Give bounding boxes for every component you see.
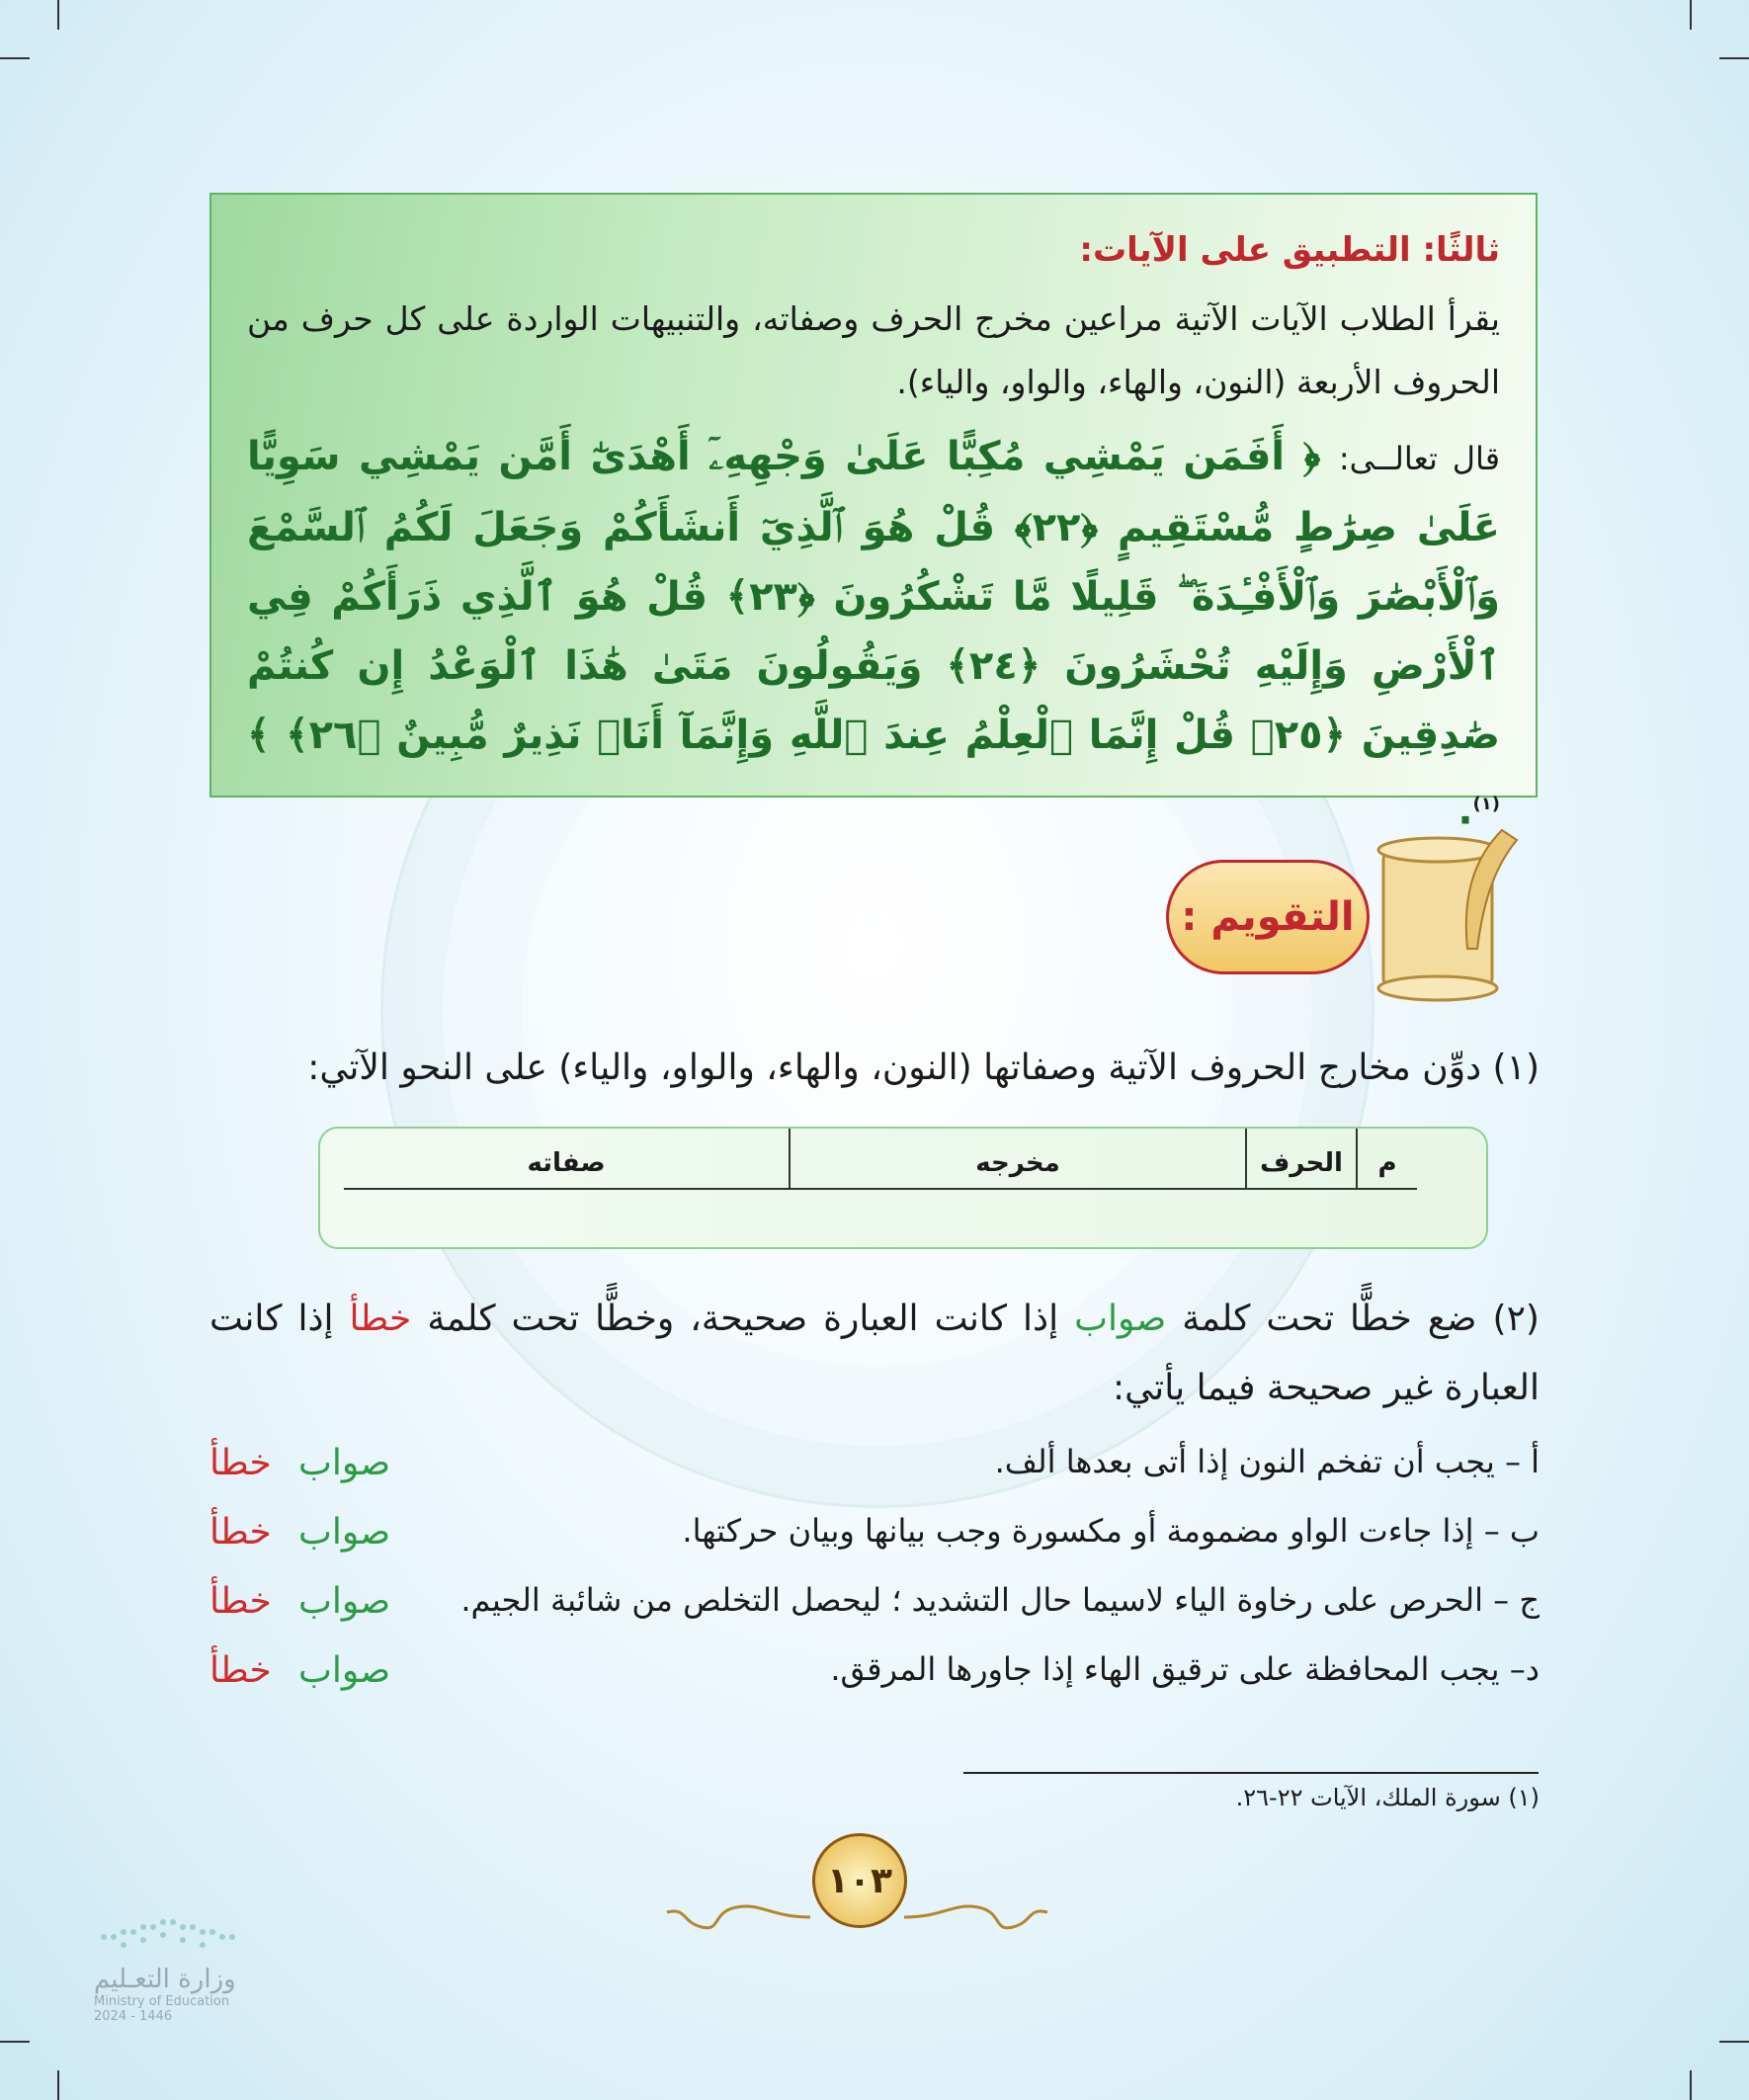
crop-mark [57, 0, 59, 30]
option-b [209, 1512, 1540, 1571]
section-title: ثالثًا: التطبيق على الآيات: [1079, 230, 1500, 270]
crop-mark [1690, 2070, 1692, 2100]
table-header: مخرجه [789, 1129, 1245, 1188]
ornament-swirl-icon [652, 1897, 810, 1937]
table-header: م [1356, 1129, 1417, 1188]
crop-mark [1719, 2041, 1749, 2043]
wrong-word: خطأ [349, 1299, 412, 1339]
verse-end-dot: . [1458, 788, 1473, 834]
application-box [209, 193, 1538, 834]
logo-english: Ministry of Education [94, 1994, 230, 2009]
table-header-row [344, 1129, 1417, 1190]
answer-wrong[interactable]: خطأ [209, 1512, 272, 1553]
crop-mark [0, 57, 30, 59]
evaluation-badge [1166, 860, 1370, 974]
answer-wrong[interactable]: خطأ [209, 1443, 272, 1483]
logo-dots-icon [94, 1907, 252, 1957]
footnote-divider [963, 1772, 1539, 1774]
footnote-ref: (١) [1472, 794, 1500, 814]
crop-mark [1719, 57, 1749, 59]
logo-arabic: وزارة التعـليم [94, 1965, 236, 1994]
crop-mark [1690, 0, 1692, 30]
ministry-logo [94, 1907, 252, 2024]
answer-correct[interactable]: صواب [298, 1650, 391, 1691]
answer-correct[interactable]: صواب [298, 1512, 391, 1553]
correct-word: صواب [1074, 1299, 1167, 1339]
verse-text: ﴿ أَفَمَن يَمْشِي مُكِبًّا عَلَىٰ وَجْهِهِۦٓ أَهْدَىٰٓ أَمَّن يَمْشِي سَوِيًّا عَلَىٰ صِرَٰطٍ مُّسْتَقِيمٍ ﴿٢٢﴾ قُلْ هُوَ ٱلَّذِيٓ أَنشَأَكُمْ وَجَعَلَ لَكُمُ ٱلسَّمْعَ وَٱلْأَبْصَٰرَ وَٱلْأَفْـِٔدَةَ ۖ قَلِيلًا مَّا تَشْكُرُونَ ﴿٢٣﴾ قُلْ هُوَ ٱلَّذِي ذَرَأَكُمْ فِي ٱلْأَرْضِ وَإِلَيْهِ تُحْشَرُونَ ﴿٢٤﴾ وَيَقُولُونَ مَتَىٰ هَٰذَا ٱلْوَعْدُ إِن كُنتُمْ صَٰدِقِينَ ﴿٢٥﴾ قُلْ إِنَّمَا ٱلْعِلْمُ عِندَ ٱللَّهِ وَإِنَّمَآ أَنَا۠ نَذِيرٌ مُّبِينٌ ﴿٢٦﴾ ﴾ [247, 434, 1500, 758]
option-text: أ – يجب أن تفخم النون إذا أتى بعدها ألف. [994, 1443, 1540, 1480]
ornament-swirl-icon [904, 1897, 1062, 1937]
question-2 [209, 1285, 1540, 1423]
table-header: الحرف [1245, 1129, 1356, 1188]
section-intro: يقرأ الطلاب الآيات الآتية مراعين مخرج الحرف وصفاته، والتنبيهات الواردة على كل حرف من الحروف الأربعة (النون، والهاء، والواو، والياء). [247, 299, 1500, 401]
quran-verses [247, 422, 1500, 845]
question-2-part2: إذا كانت العبارة صحيحة، وخطًّا تحت كلمة [427, 1299, 1059, 1339]
page-number: ١٠٣ [812, 1833, 907, 1928]
crop-mark [0, 2041, 30, 2043]
option-text: د– يجب المحافظة على ترقيق الهاء إذا جاورها المرقق. [830, 1650, 1540, 1688]
letters-table [318, 1127, 1488, 1249]
option-c [209, 1581, 1540, 1640]
answer-correct[interactable]: صواب [298, 1581, 391, 1622]
footnote: (١) سورة الملك، الآيات ٢٢-٢٦. [1235, 1784, 1540, 1811]
crop-mark [57, 2070, 59, 2100]
verse-intro: قال تعالــى: [1338, 440, 1500, 477]
answer-wrong[interactable]: خطأ [209, 1581, 272, 1622]
option-d [209, 1650, 1540, 1710]
scroll-quill-icon [1354, 820, 1541, 1008]
question-2-part3: إذا كانت العبارة غير صحيحة فيما يأتي: [209, 1299, 1540, 1408]
answer-correct[interactable]: صواب [298, 1443, 391, 1483]
answer-wrong[interactable]: خطأ [209, 1650, 272, 1691]
option-text: ب – إذا جاءت الواو مضمومة أو مكسورة وجب بيانها وبيان حركتها. [682, 1512, 1540, 1550]
question-1: (١) دوِّن مخارج الحروف الآتية وصفاتها (النون، والهاء، والواو، والياء) على النحو الآتي: [307, 1048, 1540, 1088]
option-a [209, 1443, 1540, 1502]
logo-year: 2024 - 1446 [94, 2009, 173, 2024]
question-2-part1: (٢) ضع خطًّا تحت كلمة [1182, 1299, 1540, 1339]
table-header: صفاته [527, 1148, 606, 1178]
option-text: ج – الحرص على رخاوة الياء لاسيما حال التشديد ؛ ليحصل التخلص من شائبة الجيم. [460, 1581, 1540, 1619]
evaluation-title: التقويم : [1181, 894, 1355, 940]
